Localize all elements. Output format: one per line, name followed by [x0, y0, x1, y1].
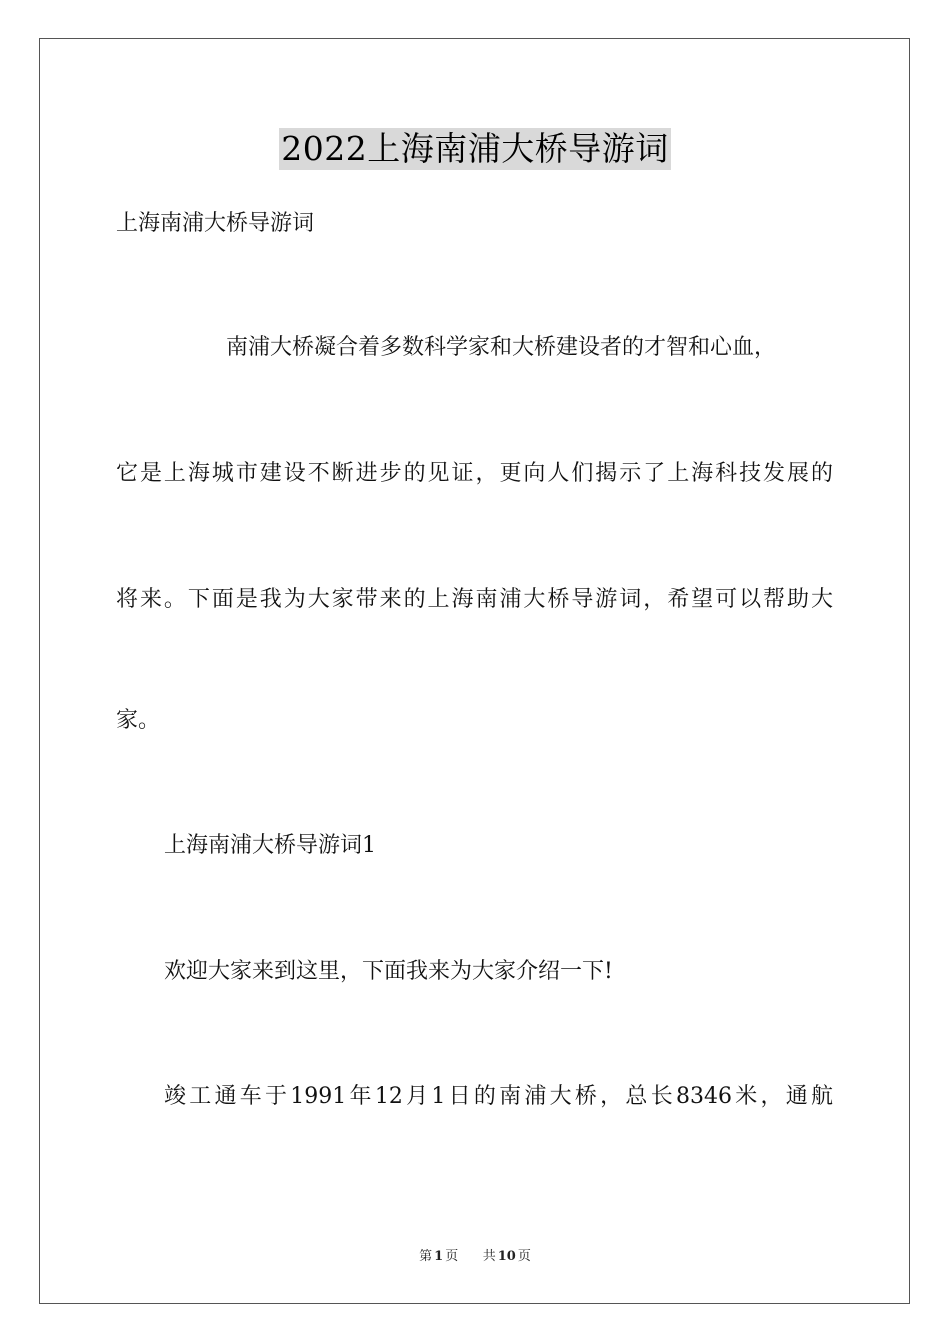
intro-line-2: 它是上海城市建设不断进步的见证，更向人们揭示了上海科技发展的	[116, 461, 833, 486]
section-heading: 上海南浦大桥导游词1	[164, 833, 376, 858]
document-title: 2022上海南浦大桥导游词	[281, 129, 669, 168]
total-prefix: 共	[482, 1249, 496, 1264]
document-subtitle: 上海南浦大桥导游词	[116, 211, 315, 236]
page-footer	[0, 1249, 950, 1265]
total-pages-indicator	[481, 1249, 533, 1264]
total-pages: 10	[497, 1249, 516, 1264]
page-prefix: 第	[419, 1249, 433, 1264]
page-number: 1	[434, 1249, 444, 1264]
intro-line-4: 家。	[116, 708, 161, 733]
page-suffix: 页	[445, 1249, 459, 1264]
intro-line-3: 将来。下面是我为大家带来的上海南浦大桥导游词，希望可以帮助大	[116, 587, 833, 612]
total-suffix: 页	[517, 1249, 531, 1264]
page-indicator	[417, 1249, 460, 1264]
body-line-2: 竣工通车于1991年12月1日的南浦大桥，总长8346米，通航	[164, 1084, 833, 1109]
body-line-1: 欢迎大家来到这里，下面我来为大家介绍一下!	[164, 959, 613, 984]
title-container	[0, 128, 950, 170]
intro-line-1: 南浦大桥凝合着多数科学家和大桥建设者的才智和心血，	[226, 335, 777, 360]
